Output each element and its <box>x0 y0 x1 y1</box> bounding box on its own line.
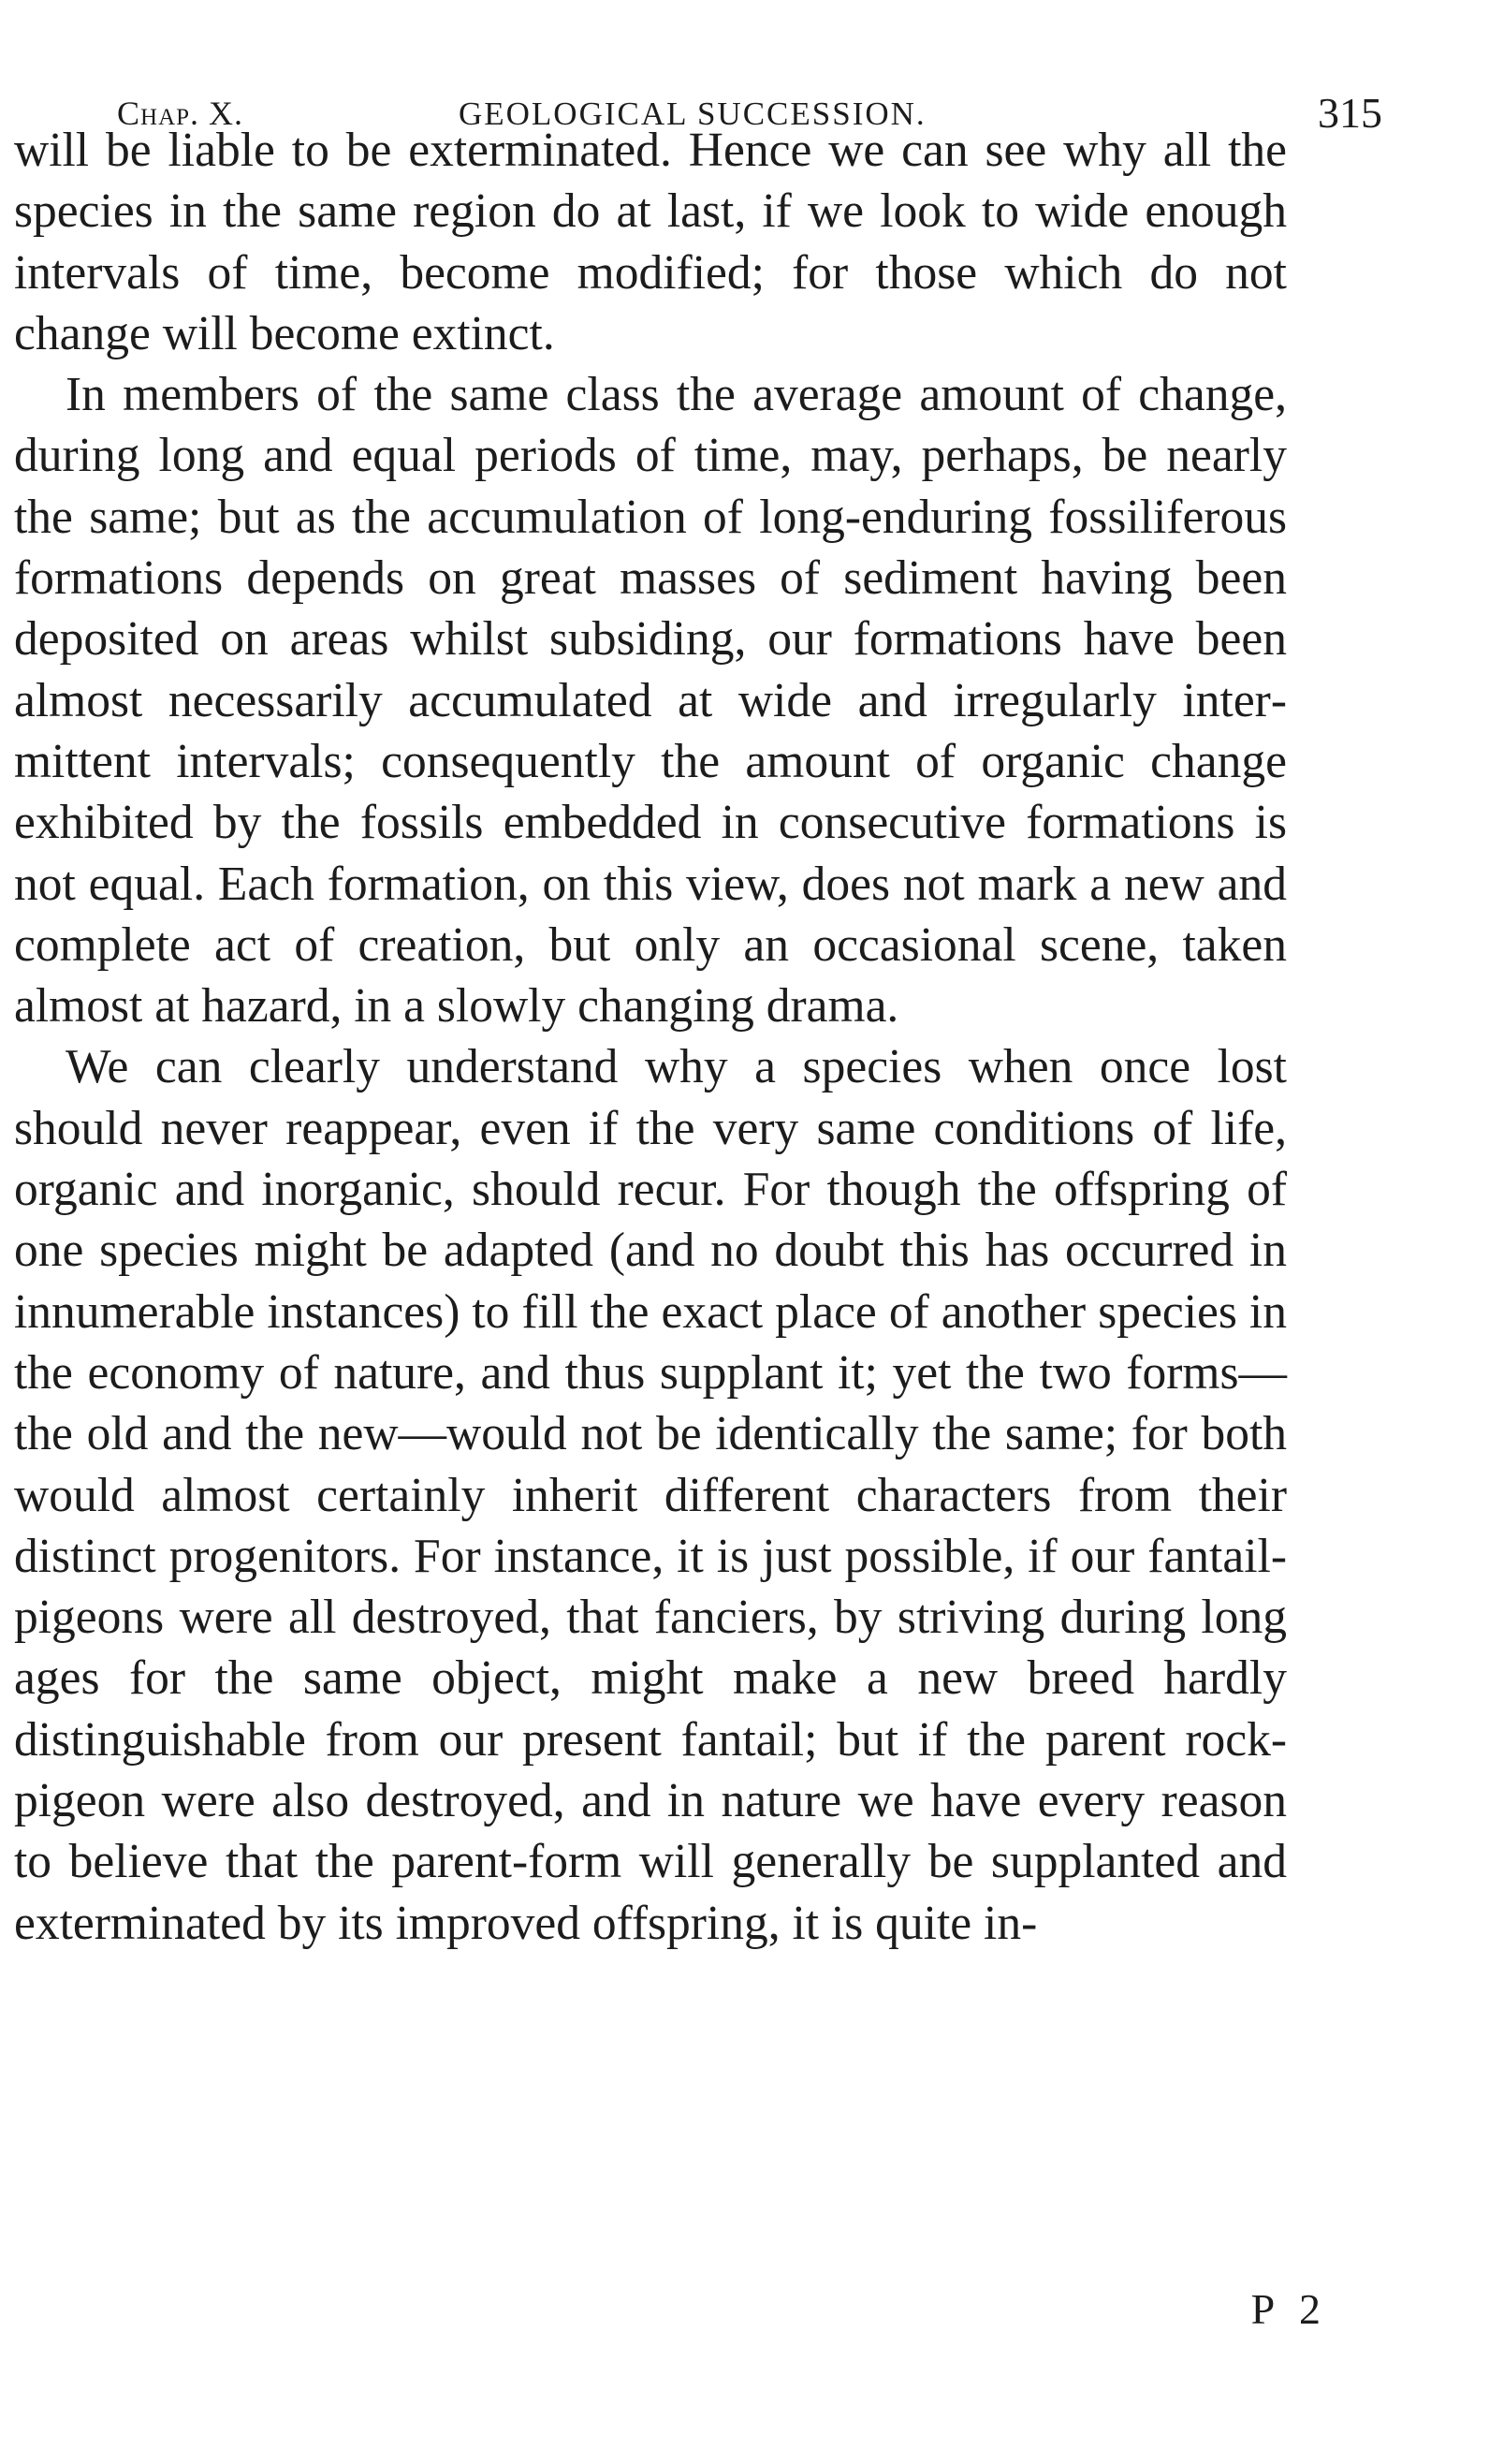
chapter-label: Chap. X. <box>117 95 244 132</box>
paragraph-average-change: In members of the same class the average amount of change, during long and equal periods of time, may, perhaps, be nearly the same; but as the accumulation of long-enduring fossiliferous formations depends on great masses of sediment having been deposited on areas whilst subsiding, our formations have been almost necessarily accumulated at wide and irregularly intermittent intervals; consequently the amount of organic change exhibited by the fossils embedded in consecutive formations is not equal. Each formation, on this view, does not mark a new and complete act of creation, but only an occasional scene, taken almost at hazard, in a slowly changing drama. <box>14 368 1287 1034</box>
page-number: 315 <box>1318 89 1382 137</box>
paragraph-continuation: will be liable to be exterminated. Hence we can see why all the species in the same region do at last, if we look to wide enough intervals of time, become modified; for those which do not change will become extinct. <box>14 124 1287 360</box>
running-title: GEOLOGICAL SUCCESSION. <box>459 95 927 132</box>
signature-mark: P 2 <box>1250 2285 1328 2333</box>
paragraph-lost-species: We can clearly understand why a species when once lost should never reappear, even if the very same conditions of life, organic and inorganic, should recur. For though the offspring of one species might be adapted (and no doubt this has occurred in innumerable instances) to fill the exact place of another species in the economy of nature, and thus supplant it; yet the two forms—the old and the new—would not be identically the same; for both would almost certainly inherit different characters from their distinct progenitors. For instance, it is just possible, if our fantail-pigeons were all destroyed, that fanciers, by striving during long ages for the same object, might make a new breed hardly distinguishable from our present fantail; but if the parent rock-pigeon were also destroyed, and in nature we have every reason to believe that the parent-form will generally be supplanted and exterminated by its improved offspring, it is quite in- <box>14 1040 1287 1950</box>
body-text <box>14 120 1287 1954</box>
